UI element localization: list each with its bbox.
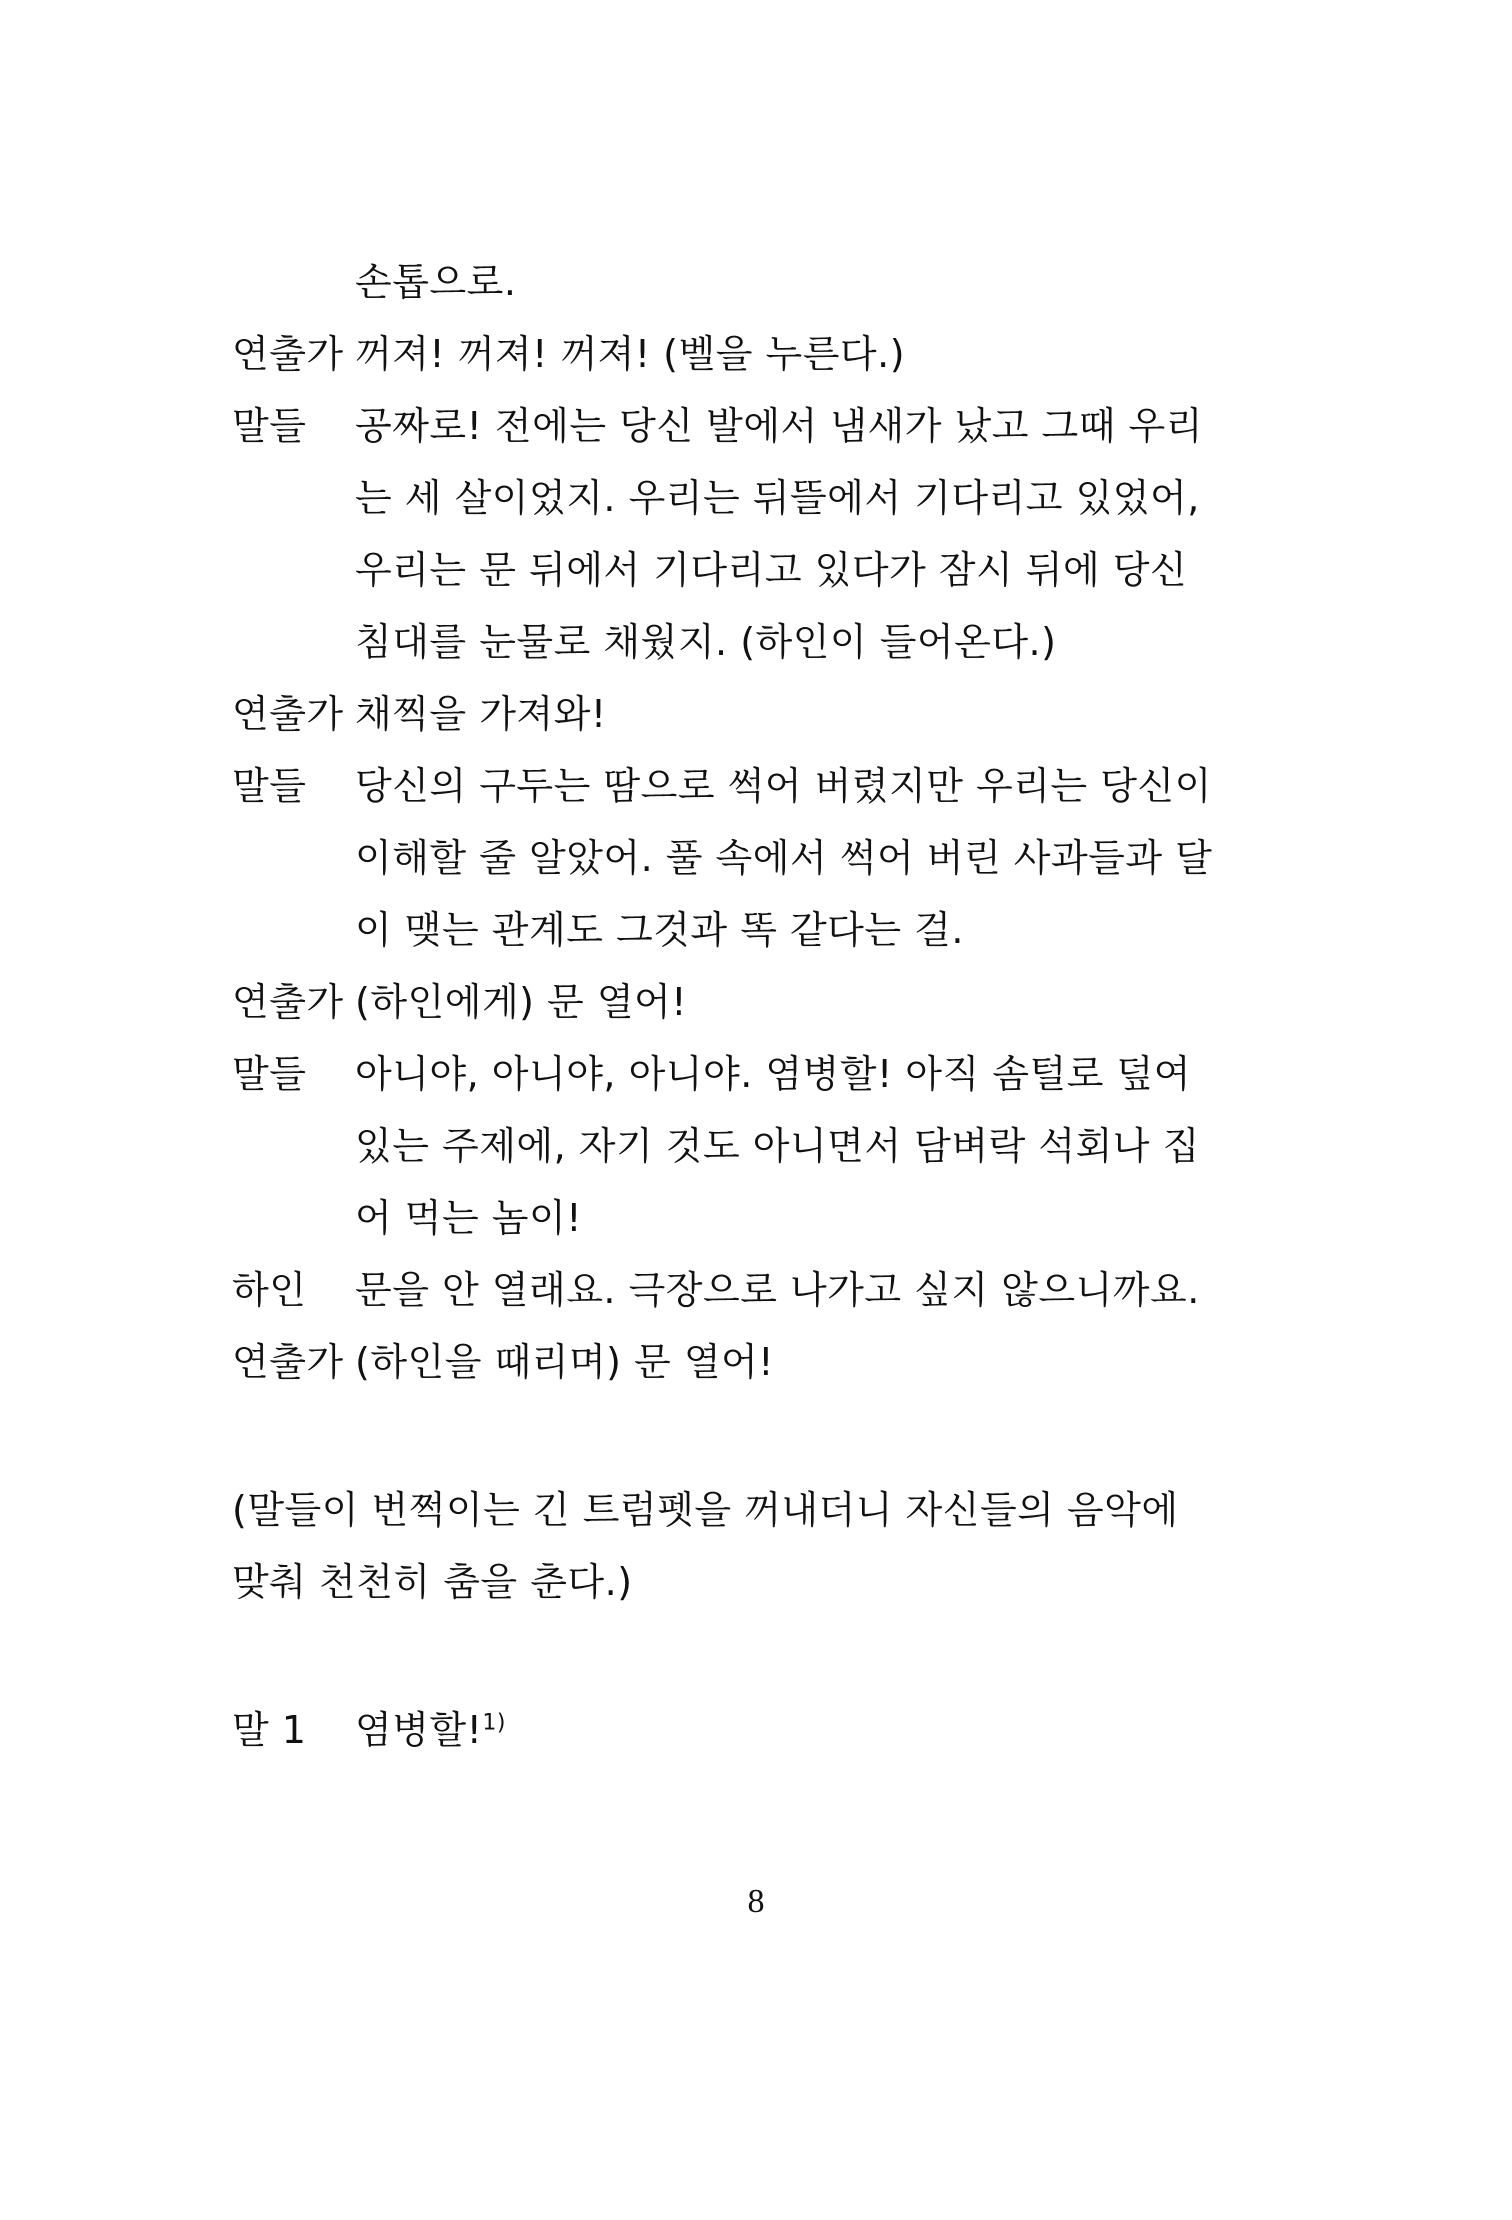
footnote-marker[interactable]: 1) xyxy=(482,1710,506,1736)
dialogue-line: 당신의 구두는 땀으로 썩어 버렸지만 우리는 당신이 xyxy=(355,764,1212,808)
dialogue-line: 꺼져! 꺼져! 꺼져! (벨을 누른다.) xyxy=(355,332,906,376)
dialogue-line: (하인을 때리며) 문 열어! xyxy=(355,1340,774,1384)
speaker-label: 말들 xyxy=(232,1052,307,1096)
dialogue-continuation: 있는 주제에, 자기 것도 아니면서 담벼락 석회나 집 xyxy=(355,1124,1200,1168)
speaker-label: 하인 xyxy=(232,1268,307,1312)
dialogue-continuation: 어 먹는 놈이! xyxy=(355,1196,582,1240)
stage-direction: 맞춰 천천히 춤을 춘다.) xyxy=(232,1560,633,1604)
dialogue-continuation: 이해할 줄 알았어. 풀 속에서 썩어 버린 사과들과 달 xyxy=(355,836,1213,880)
speaker-label: 연출가 xyxy=(232,332,344,376)
dialogue-continuation: 이 맺는 관계도 그것과 똑 같다는 걸. xyxy=(355,908,964,952)
stage-direction: (말들이 번쩍이는 긴 트럼펫을 꺼내더니 자신들의 음악에 xyxy=(232,1488,1179,1532)
dialogue-line xyxy=(355,1706,506,1754)
speaker-label: 연출가 xyxy=(232,980,344,1024)
speaker-label: 말 1 xyxy=(232,1708,307,1752)
dialogue-text: 염병할! xyxy=(355,1708,483,1752)
speaker-label: 연출가 xyxy=(232,1340,344,1384)
dialogue-line: 공짜로! 전에는 당신 발에서 냄새가 났고 그때 우리 xyxy=(355,404,1203,448)
speaker-label: 연출가 xyxy=(232,692,344,736)
speaker-label: 말들 xyxy=(232,764,307,808)
dialogue-continuation: 는 세 살이었지. 우리는 뒤뜰에서 기다리고 있었어, xyxy=(355,476,1200,520)
dialogue-line: (하인에게) 문 열어! xyxy=(355,980,687,1024)
dialogue-continuation: 손톱으로. xyxy=(355,260,517,304)
dialogue-line: 채찍을 가져와! xyxy=(355,692,607,736)
dialogue-line: 아니야, 아니야, 아니야. 염병할! 아직 솜털로 덮여 xyxy=(355,1052,1191,1096)
dialogue-line: 문을 안 열래요. 극장으로 나가고 싶지 않으니까요. xyxy=(355,1268,1200,1312)
speaker-label: 말들 xyxy=(232,404,307,448)
page-number: 8 xyxy=(747,1883,765,1920)
dialogue-continuation: 침대를 눈물로 채웠지. (하인이 들어온다.) xyxy=(355,620,1057,664)
dialogue-continuation: 우리는 문 뒤에서 기다리고 있다가 잠시 뒤에 당신 xyxy=(355,548,1188,592)
